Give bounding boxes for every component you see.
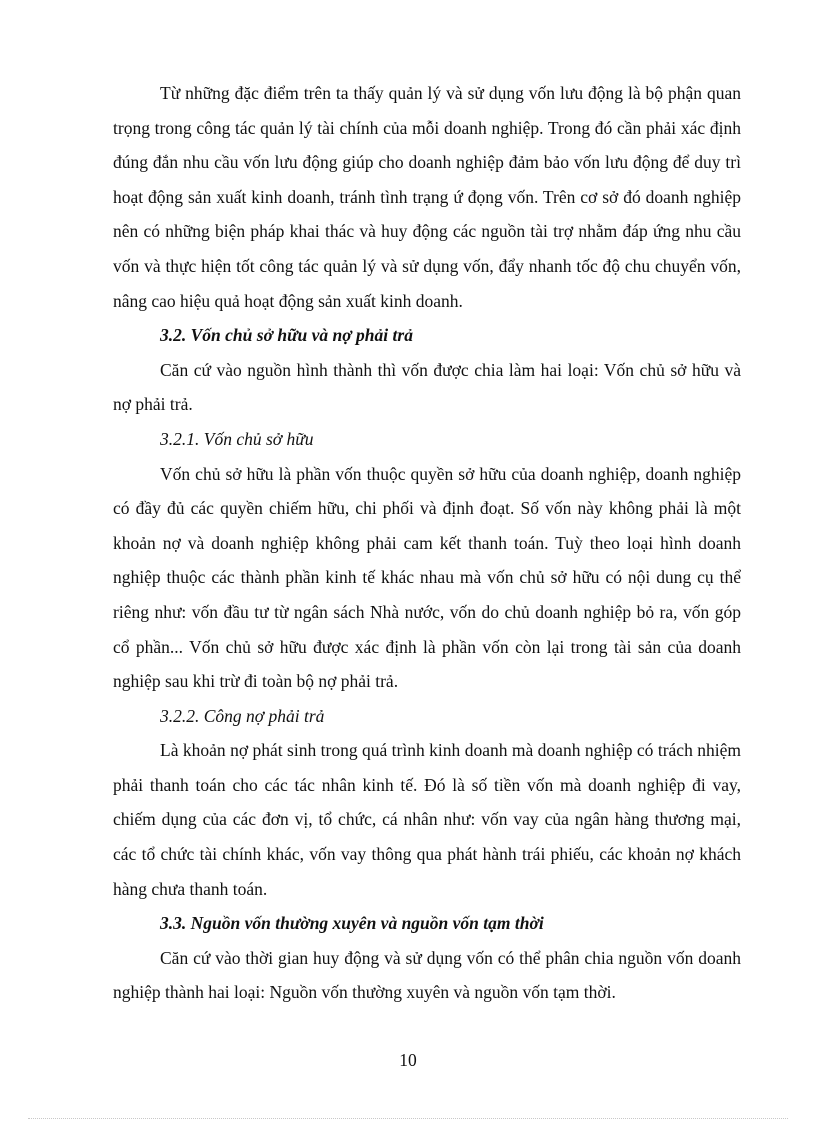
subsection-heading-3-2-2: 3.2.2. Công nợ phải trả — [160, 705, 325, 726]
document-page — [113, 76, 741, 1010]
section-heading-3-2: 3.2. Vốn chủ sở hữu và nợ phải trả — [160, 325, 413, 346]
paragraph-owner-equity: Vốn chủ sở hữu là phần vốn thuộc quyền sở hữu của doanh nghiệp, doanh nghiệp có đầy đủ các quyền chiếm hữu, chi phối và định đoạt. Số vốn này không phải là một khoản nợ và doanh nghiệp không phải cam kết thanh toán. Tuỳ theo loại hình doanh nghiệp thuộc các thành phần kinh tế khác nhau mà vốn chủ sở hữu có nội dung cụ thể riêng như: vốn đầu tư từ ngân sách Nhà nước, vốn do chủ doanh nghiệp bỏ ra, vốn góp cổ phần... Vốn chủ sở hữu được xác định là phần vốn còn lại trong tài sản của doanh nghiệp sau khi trừ đi toàn bộ nợ phải trả. — [113, 463, 741, 692]
page-number: 10 — [399, 1050, 417, 1070]
footer-divider — [28, 1118, 788, 1119]
subsection-heading-3-2-1: 3.2.1. Vốn chủ sở hữu — [160, 428, 314, 449]
paragraph-working-capital-summary: Từ những đặc điểm trên ta thấy quản lý và sử dụng vốn lưu động là bộ phận quan trọng trong công tác quản lý tài chính của mỗi doanh nghiệp. Trong đó cần phải xác định đúng đắn nhu cầu vốn lưu động giúp cho doanh nghiệp đảm bảo vốn lưu động để duy trì hoạt động sản xuất kinh doanh, tránh tình trạng ứ đọng vốn. Trên cơ sở đó doanh nghiệp nên có những biện pháp khai thác và huy động các nguồn tài trợ nhằm đáp ứng nhu cầu vốn và thực hiện tốt công tác quản lý và sử dụng vốn, đẩy nhanh tốc độ chu chuyển vốn, nâng cao hiệu quả hoạt động sản xuất kinh doanh. — [113, 83, 741, 311]
section-heading-3-3: 3.3. Nguồn vốn thường xuyên và nguồn vốn tạm thời — [160, 913, 544, 934]
paragraph-liabilities: Là khoản nợ phát sinh trong quá trình kinh doanh mà doanh nghiệp có trách nhiệm phải thanh toán cho các tác nhân kinh tế. Đó là số tiền vốn mà doanh nghiệp đi vay, chiếm dụng của các đơn vị, tổ chức, cá nhân như: vốn vay của ngân hàng thương mại, các tổ chức tài chính khác, vốn vay thông qua phát hành trái phiếu, các khoản nợ khách hàng chưa thanh toán. — [113, 740, 741, 899]
paragraph-capital-classification: Căn cứ vào nguồn hình thành thì vốn được chia làm hai loại: Vốn chủ sở hữu và nợ phải trả. — [113, 359, 741, 415]
paragraph-capital-by-duration: Căn cứ vào thời gian huy động và sử dụng vốn có thể phân chia nguồn vốn doanh nghiệp thành hai loại: Nguồn vốn thường xuyên và nguồn vốn tạm thời. — [113, 947, 741, 1003]
